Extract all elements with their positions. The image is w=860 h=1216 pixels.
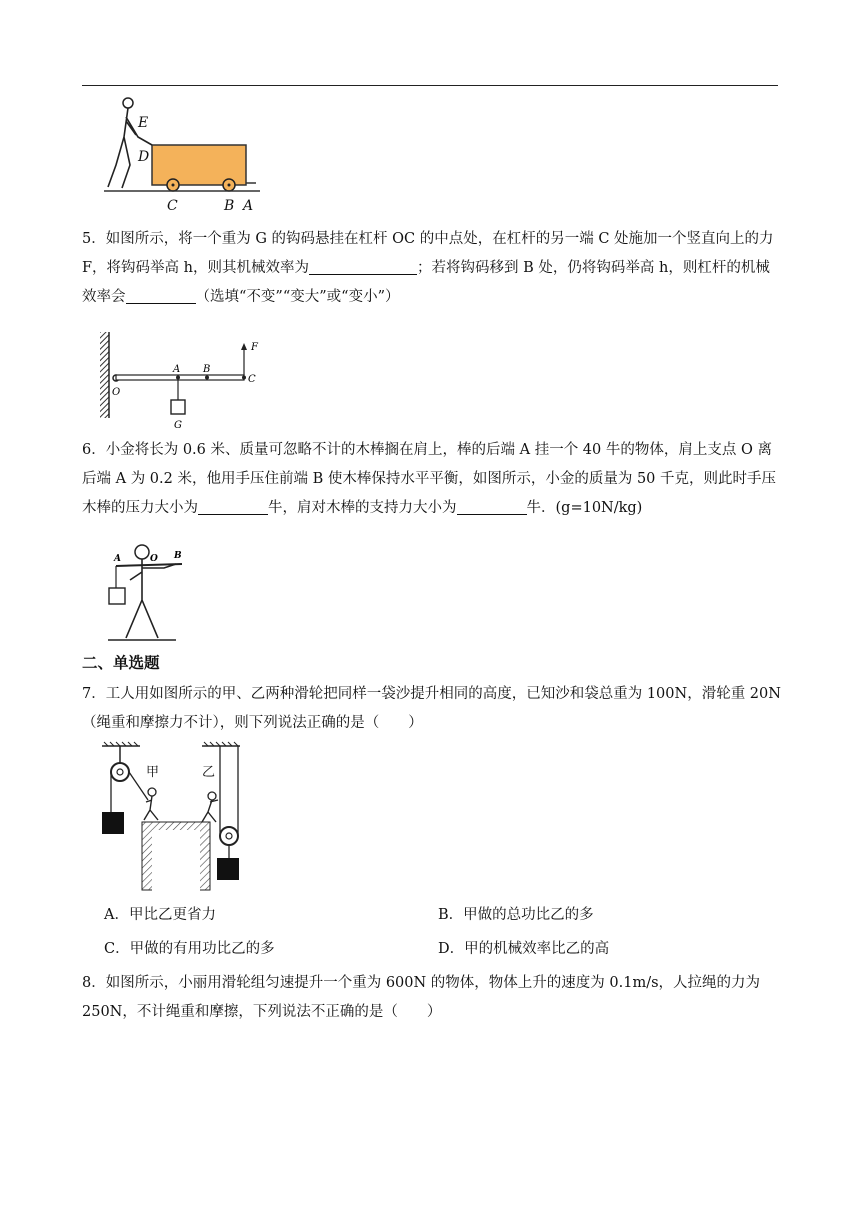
option-a[interactable]: A．甲比乙更省力 [104, 907, 216, 923]
label-yi: 乙 [202, 765, 216, 780]
movable-pulley [220, 827, 238, 845]
q5-blank-2[interactable] [126, 287, 196, 304]
label-jia: 甲 [146, 765, 160, 780]
question-8: 8．如图所示，小丽用滑轮组匀速提升一个重为 600N 的物体，物体上升的速度为 0.1m/s，人拉绳的力为 250N，不计绳重和摩擦，下列说法不正确的是（ ） [82, 975, 761, 1020]
header-rule [82, 85, 778, 86]
q5-text-2: ；若将钩码移到 B 处，仍将钩码举高 h，则杠杆的机械效率会 [82, 260, 770, 305]
option-d[interactable]: D．甲的机械效率比乙的高 [438, 941, 610, 957]
label-b: B [203, 364, 211, 375]
lever-figure [96, 330, 271, 430]
q5-text-3: （选填“不变”“变大”或“变小”） [195, 289, 400, 305]
label-b: B [224, 198, 235, 213]
sand-bag-left [102, 812, 124, 834]
label-a: A [114, 554, 121, 564]
label-d: D [138, 149, 150, 165]
q5-text-1: 5．如图所示，将一个重为 G 的钩码悬挂在杠杆 OC 的中点处，在杠杆的另一端 C 处施加一个竖直向上的力 F，将钩码举高 h，则其机械效率为 [82, 231, 774, 276]
q6-text-1: 6．小金将长为 0.6 米、质量可忽略不计的木棒搁在肩上，棒的后端 A 挂一个 40 牛的物体，肩上支点 O 离后端 A 为 0.2 米，他用手压住前端 B 使木棒保持水平平衡，如图所示，小金的质量为 50 千克，则此时手压木棒的压力大小为 [82, 442, 777, 516]
question-7: 7．工人用如图所示的甲、乙两种滑轮把同样一袋沙提升相同的高度，已知沙和袋总重为 100N，滑轮重 20N（绳重和摩擦力不计），则下列说法正确的是（ ） [82, 686, 781, 731]
wall [100, 332, 109, 418]
cart-figure [100, 95, 265, 213]
label-b: B [174, 551, 182, 561]
hanging-object [109, 588, 125, 604]
option-b[interactable]: B．甲做的总功比乙的多 [438, 907, 594, 923]
label-e: E [138, 115, 149, 131]
label-a: A [243, 198, 254, 213]
person-head [135, 545, 149, 559]
q6-text-2: 牛，肩对木棒的支持力大小为 [268, 500, 457, 516]
sand-bag-right [217, 858, 239, 880]
label-c: C [248, 374, 256, 385]
pulley-figure [100, 740, 250, 892]
q6-blank-2[interactable] [457, 498, 527, 515]
person-stick-figure [104, 542, 194, 646]
section-heading: 二、单选题 [82, 654, 160, 672]
label-o: O [150, 554, 158, 564]
label-c: C [167, 198, 178, 213]
question-5 [82, 225, 782, 312]
label-a: A [173, 364, 181, 375]
q6-text-3: 牛．(g=10N/kg) [526, 500, 643, 516]
weight-g [171, 400, 185, 414]
question-6 [82, 436, 782, 523]
person-head [123, 98, 133, 108]
label-f: F [251, 342, 258, 353]
label-g: G [174, 420, 182, 430]
fixed-pulley [111, 763, 129, 781]
q6-blank-1[interactable] [198, 498, 268, 515]
person-body [126, 559, 176, 638]
label-o: O [112, 387, 121, 398]
option-c[interactable]: C．甲做的有用功比乙的多 [104, 941, 275, 957]
q5-blank-1[interactable] [309, 258, 417, 275]
